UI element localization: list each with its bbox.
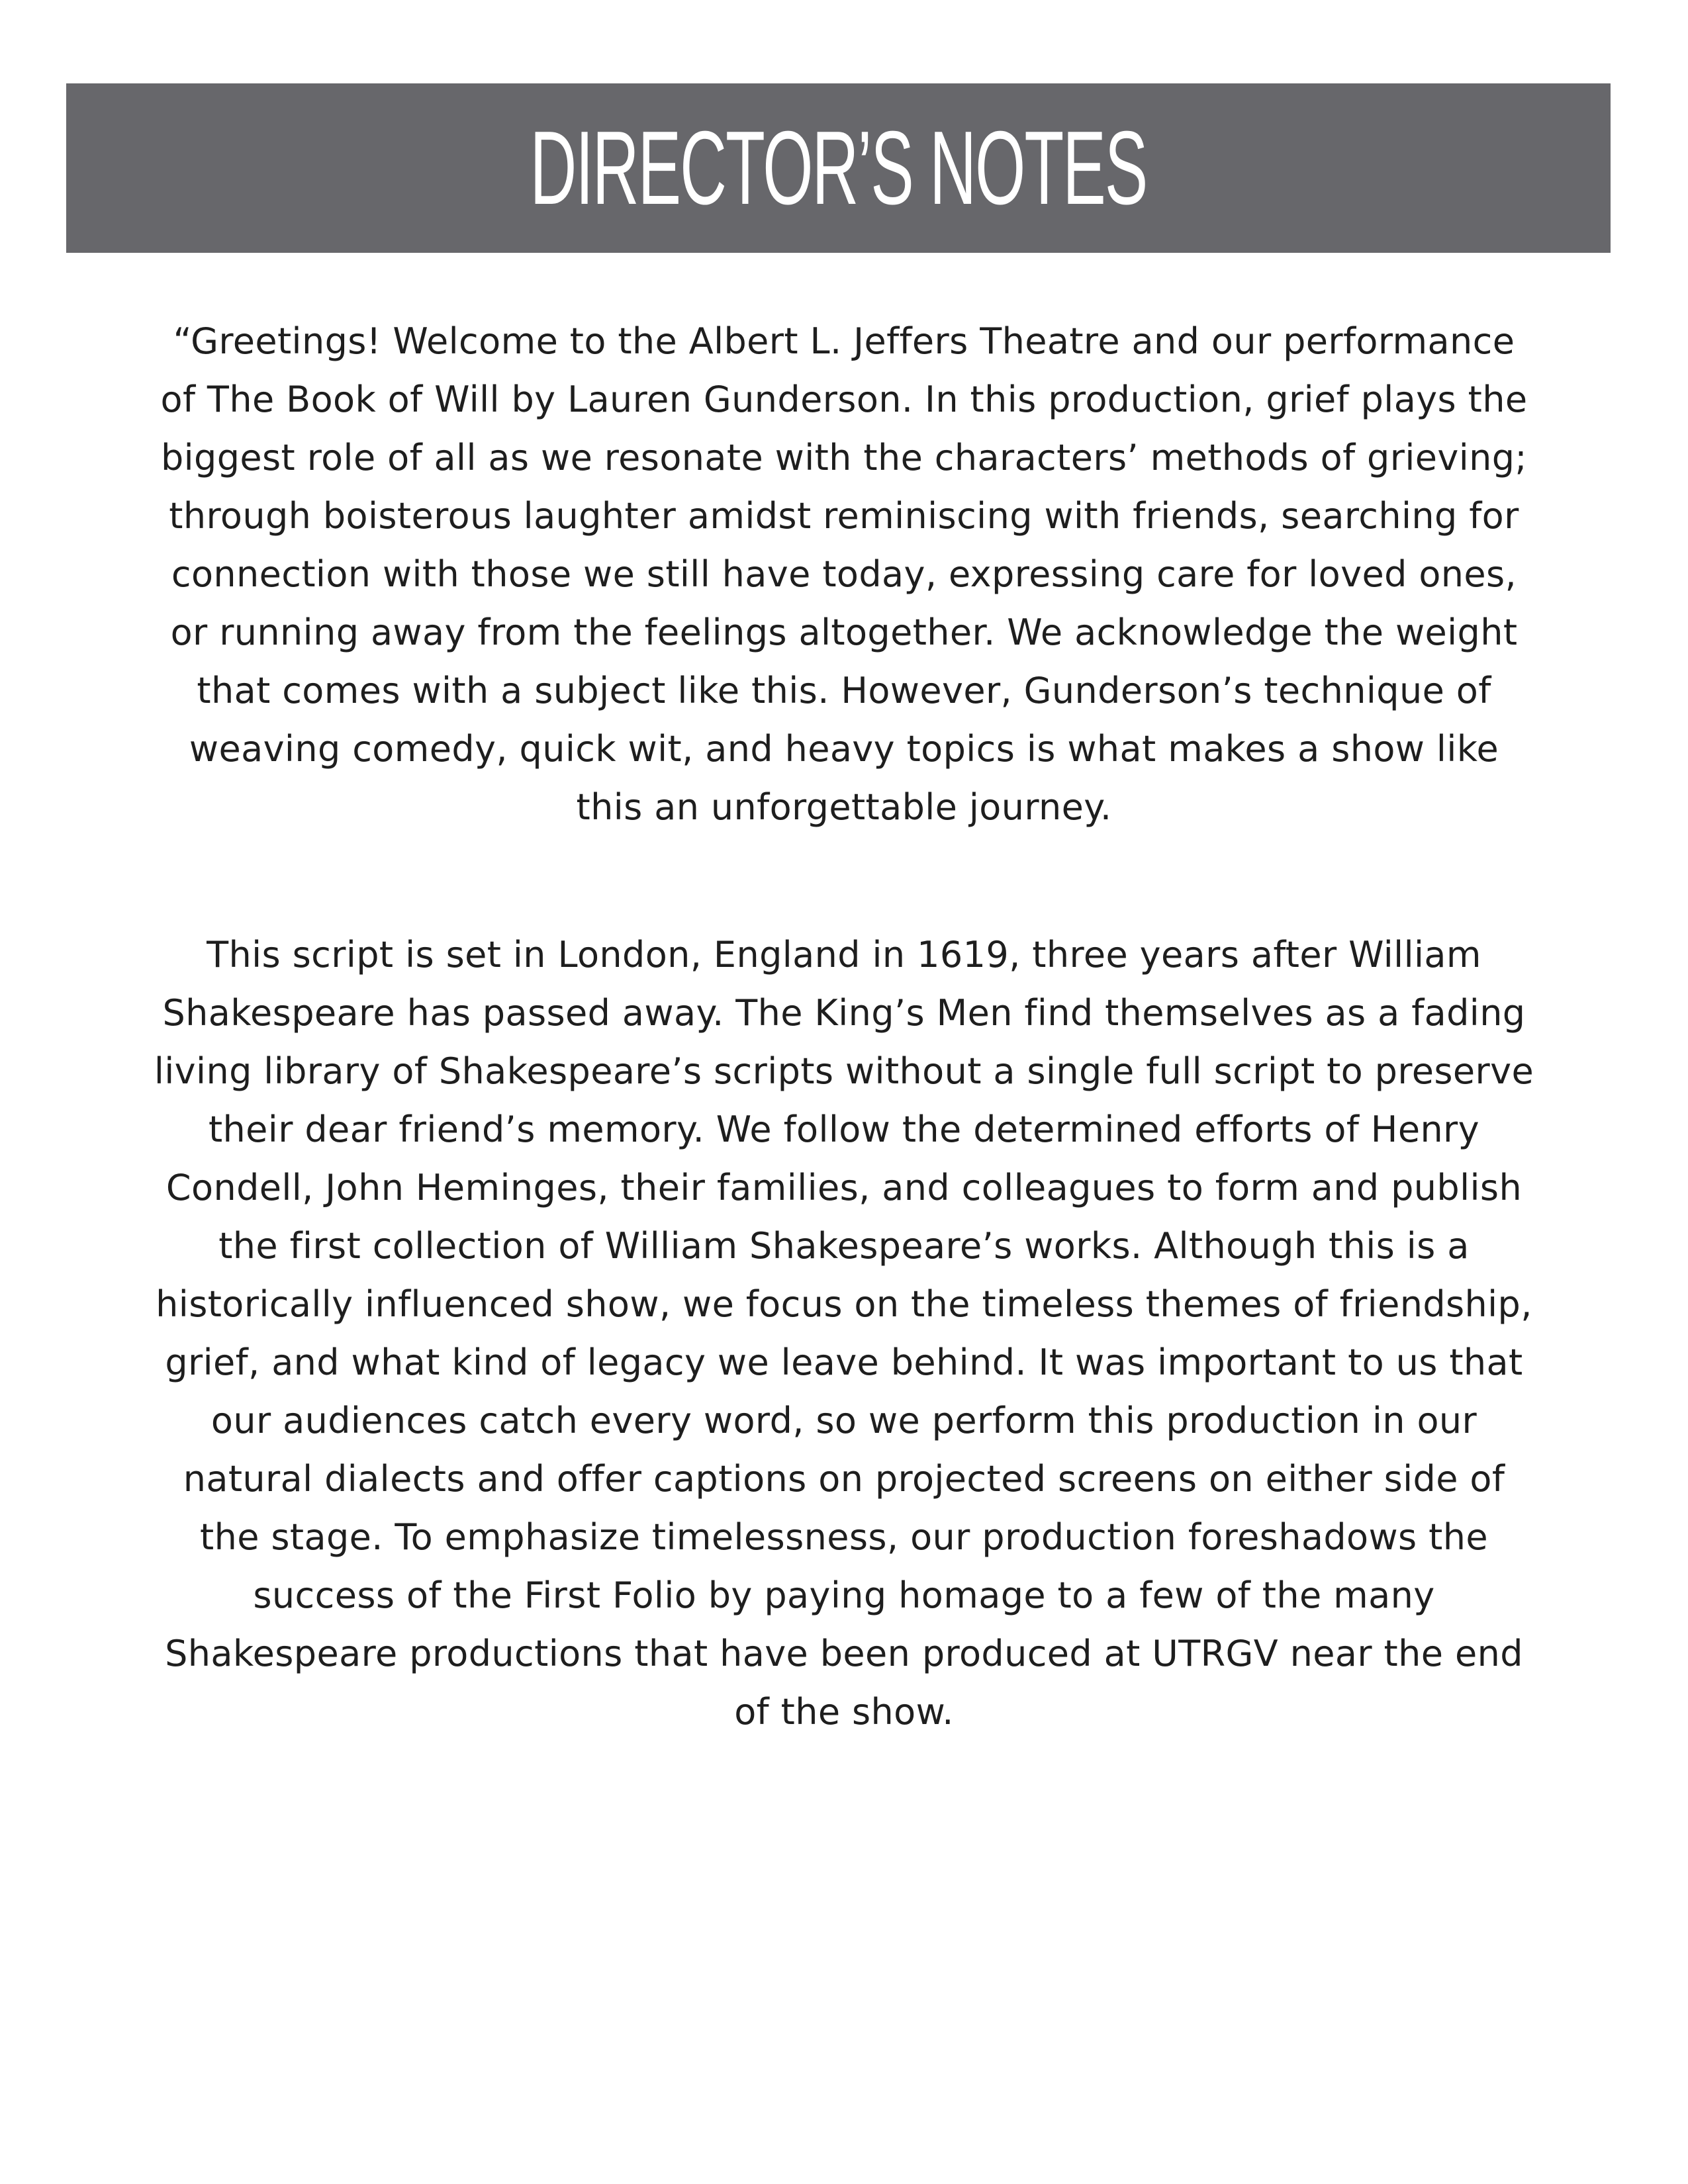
paragraph-intro: “Greetings! Welcome to the Albert L. Jeffers Theatre and our performance of The Book of Will by Lauren Gunderson. In this production, grief plays the biggest role of all as we resonate with the characters’ methods of grieving; through boisterous laughter amidst reminiscing with friends, searching for connection with those we still have today, expressing care for loved ones, or running away from the feelings altogether. We acknowledge the weight that comes with a subject like this. However, Gunderson’s technique of weaving comedy, quick wit, and heavy topics is what makes a show like this an unforgettable journey.: [160, 320, 1528, 828]
paragraph-setting: This script is set in London, England in 1619, three years after William Shakespeare has passed away. The King’s Men find themselves as a fading living library of Shakespeare’s scripts without a single full script to preserve their dear friend’s memory. We follow the determined efforts of Henry Condell, John Heminges, their families, and colleagues to form and publish the first collection of William Shakespeare’s works. Although this is a historically influenced show, we focus on the timeless themes of friendship, grief, and what kind of legacy we leave behind. It was important to us that our audiences catch every word, so we perform this production in our natural dialects and offer captions on projected screens on either side of the stage. To emphasize timelessness, our production foreshadows the success of the First Folio by paying homage to a few of the many Shakespeare productions that have been produced at UTRGV near the end of the show.: [154, 934, 1534, 1733]
notes-body: [152, 312, 1536, 1741]
title-banner: [66, 83, 1611, 253]
page-title: DIRECTOR’S NOTES: [530, 110, 1147, 226]
